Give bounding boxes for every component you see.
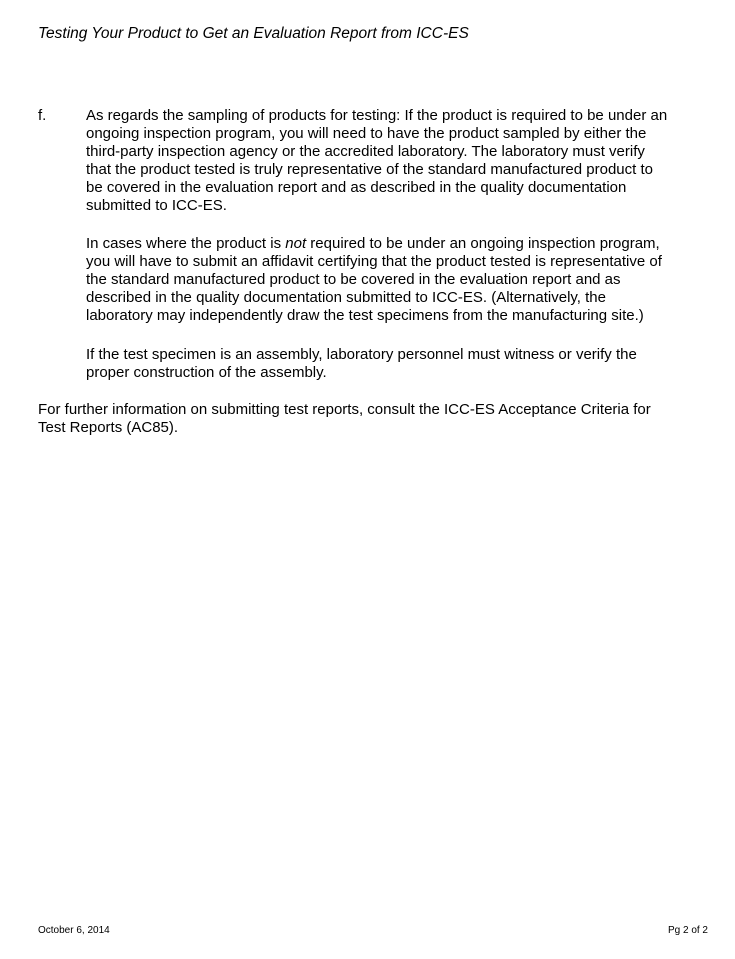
text-line: described in the quality documentation submitted to ICC-ES. (Alternatively, the (86, 289, 606, 306)
text-line: proper construction of the assembly. (86, 364, 327, 381)
text-segment: In cases where the product is (86, 235, 286, 252)
footer-page-number: Pg 2 of 2 (667, 925, 708, 936)
text-line: third-party inspection agency or the accredited laboratory. The laboratory must verify (86, 143, 645, 160)
closing-paragraph (38, 401, 651, 437)
text-line: laboratory may independently draw the test specimens from the manufacturing site.) (86, 307, 644, 324)
text-line: be covered in the evaluation report and as described in the quality documentation (86, 179, 627, 196)
item-f-paragraph-3 (86, 346, 637, 382)
item-f-paragraph-1 (86, 107, 667, 215)
text-line: submitted to ICC-ES. (86, 197, 227, 214)
text-line (86, 235, 662, 253)
text-line: For further information on submitting test reports, consult the ICC-ES Acceptance Criteria for (38, 401, 651, 418)
list-marker: f. (38, 107, 47, 124)
footer-date: October 6, 2014 (38, 925, 110, 936)
text-segment: required to be under an ongoing inspection program, (306, 235, 660, 252)
text-line: that the product tested is truly representative of the standard manufactured product to (86, 161, 653, 178)
emphasis-not: not (285, 235, 307, 252)
item-f-paragraph-2 (86, 235, 662, 325)
text-line: you will have to submit an affidavit certifying that the product tested is representative of (86, 253, 662, 270)
document-header-title: Testing Your Product to Get an Evaluation Report from ICC-ES (38, 25, 469, 42)
text-line: As regards the sampling of products for testing: If the product is required to be under an (86, 107, 668, 124)
text-line: the standard manufactured product to be covered in the evaluation report and as (86, 271, 621, 288)
text-line: ongoing inspection program, you will need to have the product sampled by either the (86, 125, 647, 142)
text-line: If the test specimen is an assembly, laboratory personnel must witness or verify the (86, 346, 637, 363)
text-line: Test Reports (AC85). (38, 419, 179, 436)
